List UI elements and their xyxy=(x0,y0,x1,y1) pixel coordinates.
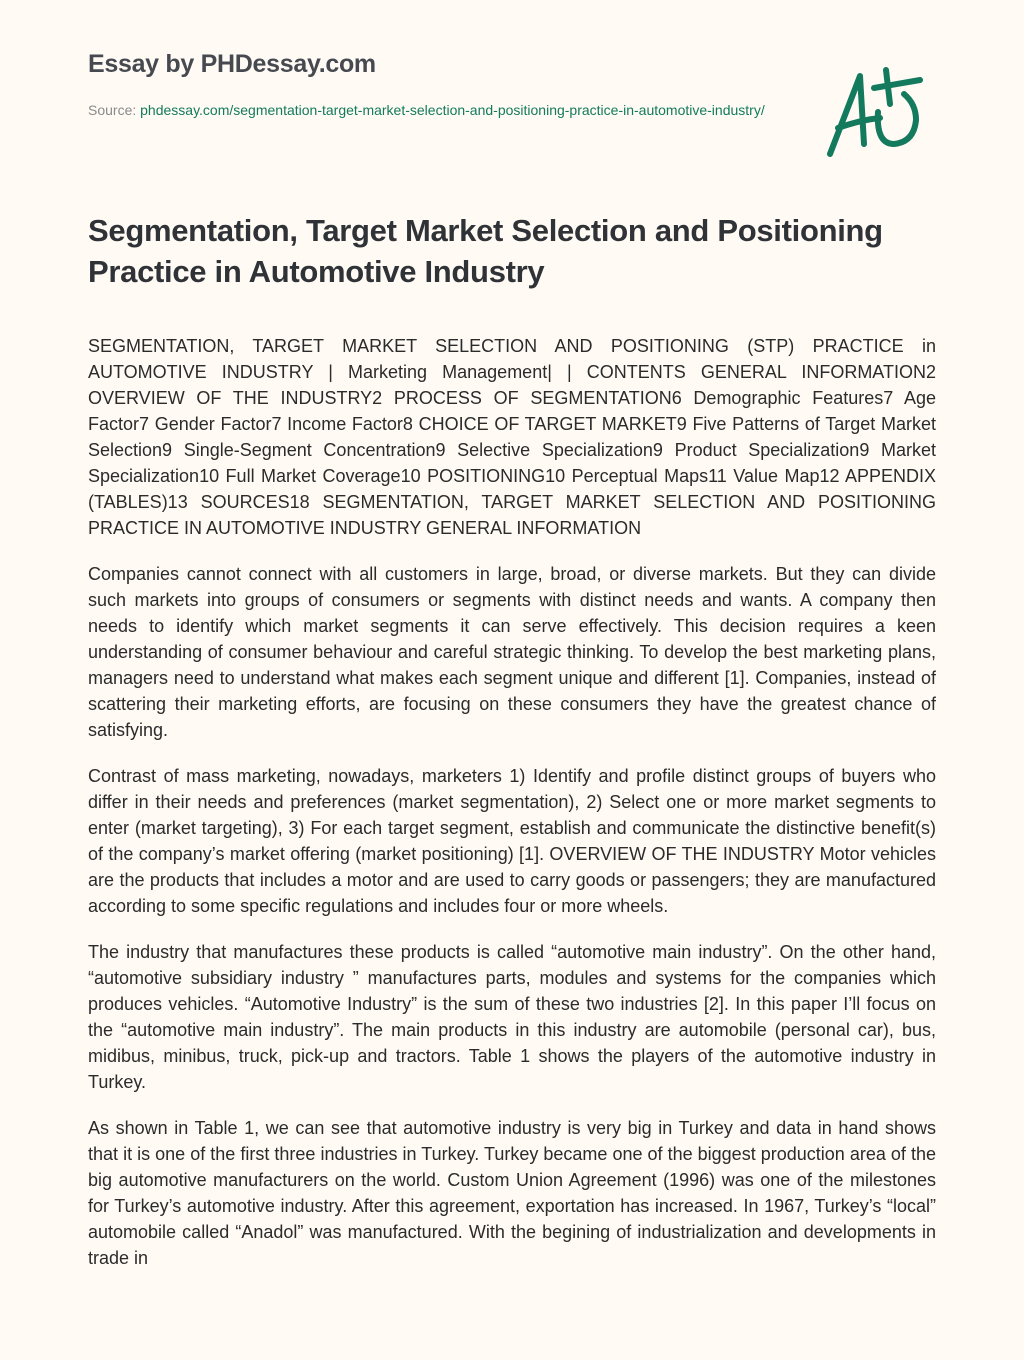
paragraph: Companies cannot connect with all customers in large, broad, or diverse markets. But they can divide such markets into groups of consumers or segments with distinct needs and wants. A company then needs to identify which market segments it can serve effectively. This decision requires a keen understanding of consumer behaviour and careful strategic thinking. To develop the best marketing plans, managers need to understand what makes each segment unique and different [1]. Companies, instead of scattering their marketing efforts, are focusing on these consumers they have the greatest chance of satisfying. xyxy=(88,564,936,740)
essay-body xyxy=(88,333,936,1318)
source-link[interactable]: phdessay.com/segmentation-target-market-selection-and-positioning-practice-in-automotive-industry/ xyxy=(140,102,765,118)
source-line xyxy=(88,100,788,121)
paragraph: As shown in Table 1, we can see that automotive industry is very big in Turkey and data in hand shows that it is one of the first three industries in Turkey. Turkey became one of the biggest production area of the big automotive manufacturers on the world. Custom Union Agreement (1996) was one of the milestones for Turkey’s automotive industry. After this agreement, exportation has increased. In 1967, Turkey’s “local” automobile called “Anadol” was manufactured. With the begining of industrialization and developments in trade in xyxy=(88,1118,936,1268)
page-title: Segmentation, Target Market Selection and Positioning Practice in Automotive Industry xyxy=(88,213,883,289)
paragraph: Contrast of mass marketing, nowadays, marketers 1) Identify and profile distinct groups of buyers who differ in their needs and preferences (market segmentation), 2) Select one or more market segments to enter (market targeting), 3) For each target segment, establish and communicate the distinctive benefit(s) of the company’s market offering (market positioning) [1]. OVERVIEW OF THE INDUSTRY Motor vehicles are the products that includes a motor and are used to carry goods or passengers; they are manufactured according to some specific regulations and includes four or more wheels. xyxy=(88,766,936,916)
source-label: Source: xyxy=(88,102,141,118)
site-brand[interactable]: Essay by PHDessay.com xyxy=(88,50,376,78)
a-plus-logo-icon xyxy=(820,64,930,160)
paragraph: SEGMENTATION, TARGET MARKET SELECTION AND POSITIONING (STP) PRACTICE in AUTOMOTIVE INDUSTRY | Marketing Management| | CONTENTS GENERAL INFORMATION2 OVERVIEW OF THE INDUSTRY2 PROCESS OF SEGMENTATION6 Demographic Features7 Age Factor7 Gender Factor7 Income Factor8 CHOICE OF TARGET MARKET9 Five Patterns of Target Market Selection9 Single-Segment Concentration9 Selective Specialization9 Product Specialization9 Market Specialization10 Full Market Coverage10 POSITIONING10 Perceptual Maps11 Value Map12 APPENDIX (TABLES)13 SOURCES18 SEGMENTATION, TARGET MARKET SELECTION AND POSITIONING PRACTICE IN AUTOMOTIVE INDUSTRY GENERAL INFORMATION xyxy=(88,336,936,538)
paragraph: The industry that manufactures these products is called “automotive main industry”. On the other hand, “automotive subsidiary industry ” manufactures parts, modules and systems for the companies which produces vehicles. “Automotive Industry” is the sum of these two industries [2]. In this paper I’ll focus on the “automotive main industry”. The main products in this industry are automobile (personal car), bus, midibus, minibus, truck, pick-up and tractors. Table 1 shows the players of the automotive industry in Turkey. xyxy=(88,942,936,1092)
